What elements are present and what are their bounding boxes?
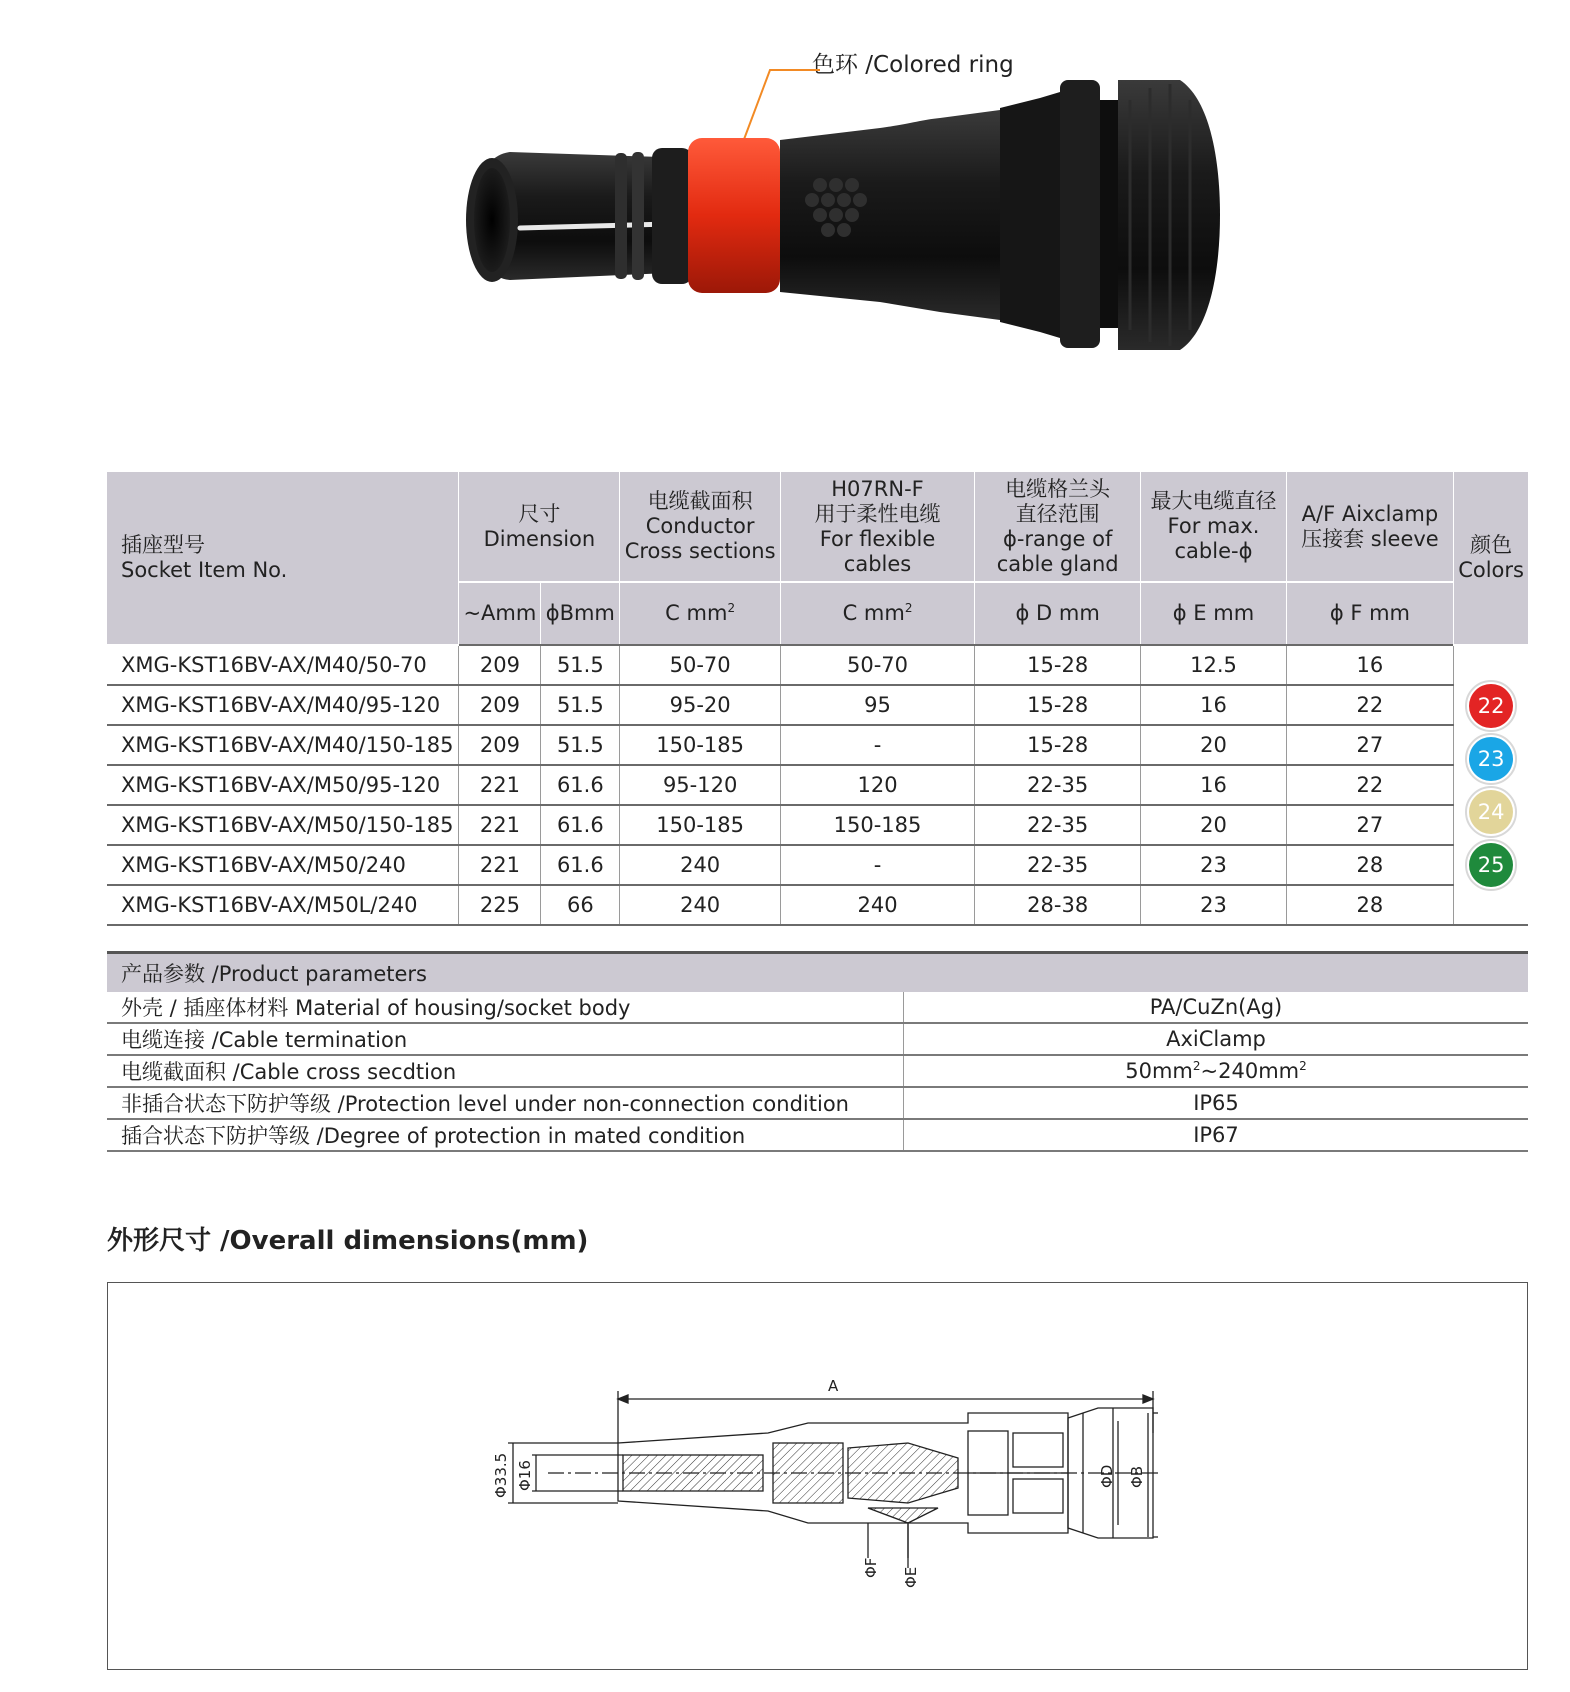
dimension-drawing bbox=[108, 1283, 1527, 1669]
params-title: 产品参数 /Product parameters bbox=[107, 953, 1528, 993]
cell-dim-a: 225 bbox=[459, 885, 541, 925]
cell-conductor: 150-185 bbox=[620, 725, 781, 765]
dim-label-e: ΦE bbox=[902, 1566, 920, 1588]
cell-model: XMG-KST16BV-AX/M40/150-185 bbox=[107, 725, 459, 765]
table-row bbox=[107, 685, 1528, 725]
product-parameters-table bbox=[107, 951, 1528, 1152]
colors-cell bbox=[1454, 645, 1528, 925]
cell-max-cable: 16 bbox=[1141, 765, 1286, 805]
cell-h07rn: 120 bbox=[780, 765, 974, 805]
cell-gland: 15-28 bbox=[975, 645, 1141, 685]
cell-conductor: 150-185 bbox=[620, 805, 781, 845]
param-row bbox=[107, 1087, 1528, 1119]
cell-sleeve: 16 bbox=[1286, 645, 1453, 685]
cell-sleeve: 27 bbox=[1286, 805, 1453, 845]
cell-gland: 22-35 bbox=[975, 805, 1141, 845]
cell-gland: 15-28 bbox=[975, 725, 1141, 765]
colored-ring-callout: 色环 /Colored ring bbox=[812, 52, 1014, 78]
cell-h07rn: - bbox=[780, 845, 974, 885]
table-row bbox=[107, 765, 1528, 805]
cell-dim-a: 221 bbox=[459, 805, 541, 845]
cell-sleeve: 28 bbox=[1286, 885, 1453, 925]
cell-conductor: 240 bbox=[620, 885, 781, 925]
cell-dim-a: 221 bbox=[459, 845, 541, 885]
cell-model: XMG-KST16BV-AX/M40/95-120 bbox=[107, 685, 459, 725]
table-row bbox=[107, 845, 1528, 885]
cell-dim-a: 209 bbox=[459, 685, 541, 725]
cell-gland: 28-38 bbox=[975, 885, 1141, 925]
unit-e: ϕ E mm bbox=[1141, 582, 1286, 645]
cell-dim-b: 51.5 bbox=[541, 645, 620, 685]
color-badge: 24 bbox=[1469, 790, 1513, 834]
cell-max-cable: 23 bbox=[1141, 885, 1286, 925]
header-h07rn: H07RN-F 用于柔性电缆 For flexible cables bbox=[780, 472, 974, 582]
param-key: 外壳 / 插座体材料 Material of housing/socket body bbox=[107, 992, 904, 1023]
param-value: IP67 bbox=[904, 1119, 1529, 1151]
unit-a: ~Amm bbox=[459, 582, 541, 645]
cell-model: XMG-KST16BV-AX/M50/150-185 bbox=[107, 805, 459, 845]
param-value: PA/CuZn(Ag) bbox=[904, 992, 1529, 1023]
param-row bbox=[107, 1023, 1528, 1055]
cell-dim-b: 61.6 bbox=[541, 805, 620, 845]
spec-table bbox=[107, 472, 1528, 926]
cell-sleeve: 22 bbox=[1286, 685, 1453, 725]
cell-model: XMG-KST16BV-AX/M50L/240 bbox=[107, 885, 459, 925]
param-key: 插合状态下防护等级 /Degree of protection in mated condition bbox=[107, 1119, 904, 1151]
cell-dim-b: 61.6 bbox=[541, 765, 620, 805]
unit-b: ϕBmm bbox=[541, 582, 620, 645]
cell-dim-b: 51.5 bbox=[541, 685, 620, 725]
cell-max-cable: 16 bbox=[1141, 685, 1286, 725]
dim-label-a: A bbox=[828, 1377, 839, 1395]
dimension-drawing-frame bbox=[107, 1282, 1528, 1670]
param-key: 电缆截面积 /Cable cross secdtion bbox=[107, 1055, 904, 1087]
cell-max-cable: 20 bbox=[1141, 805, 1286, 845]
table-row bbox=[107, 805, 1528, 845]
cell-conductor: 240 bbox=[620, 845, 781, 885]
cell-sleeve: 28 bbox=[1286, 845, 1453, 885]
cell-h07rn: 95 bbox=[780, 685, 974, 725]
cell-h07rn: - bbox=[780, 725, 974, 765]
cell-max-cable: 20 bbox=[1141, 725, 1286, 765]
cell-dim-a: 209 bbox=[459, 645, 541, 685]
cell-max-cable: 23 bbox=[1141, 845, 1286, 885]
header-dimension: 尺寸 Dimension bbox=[459, 472, 620, 582]
unit-c1: C $mm^2$ bbox=[620, 582, 781, 645]
dim-label-d16: Φ16 bbox=[516, 1460, 534, 1491]
header-item: 插座型号 Socket Item No. bbox=[107, 472, 459, 645]
dim-label-d335: Φ33.5 bbox=[492, 1452, 510, 1498]
cell-sleeve: 27 bbox=[1286, 725, 1453, 765]
cell-gland: 22-35 bbox=[975, 845, 1141, 885]
dim-label-f: ΦF bbox=[862, 1557, 880, 1578]
table-row bbox=[107, 725, 1528, 765]
cell-conductor: 95-20 bbox=[620, 685, 781, 725]
header-max-cable: 最大电缆直径 For max. cable-ϕ bbox=[1141, 472, 1286, 582]
cell-h07rn: 150-185 bbox=[780, 805, 974, 845]
param-value: IP65 bbox=[904, 1087, 1529, 1119]
dim-label-d: ΦD bbox=[1098, 1464, 1116, 1488]
table-row bbox=[107, 885, 1528, 925]
cell-model: XMG-KST16BV-AX/M50/240 bbox=[107, 845, 459, 885]
param-row bbox=[107, 1055, 1528, 1087]
cell-gland: 15-28 bbox=[975, 685, 1141, 725]
color-badge: 22 bbox=[1469, 684, 1513, 728]
param-row bbox=[107, 1119, 1528, 1151]
param-row bbox=[107, 992, 1528, 1023]
dim-label-b: ΦB bbox=[1128, 1465, 1146, 1488]
cell-dim-b: 66 bbox=[541, 885, 620, 925]
unit-f: ϕ F mm bbox=[1286, 582, 1453, 645]
cell-dim-a: 209 bbox=[459, 725, 541, 765]
table-row bbox=[107, 645, 1528, 685]
header-gland: 电缆格兰头 直径范围 ϕ-range of cable gland bbox=[975, 472, 1141, 582]
color-badge: 25 bbox=[1469, 843, 1513, 887]
cell-max-cable: 12.5 bbox=[1141, 645, 1286, 685]
cell-conductor: 50-70 bbox=[620, 645, 781, 685]
color-badge: 23 bbox=[1469, 737, 1513, 781]
cell-dim-a: 221 bbox=[459, 765, 541, 805]
cell-model: XMG-KST16BV-AX/M50/95-120 bbox=[107, 765, 459, 805]
cell-model: XMG-KST16BV-AX/M40/50-70 bbox=[107, 645, 459, 685]
unit-c2: C $mm^2$ bbox=[780, 582, 974, 645]
param-value: AxiClamp bbox=[904, 1023, 1529, 1055]
connector-photo bbox=[440, 40, 1240, 360]
param-key: 电缆连接 /Cable termination bbox=[107, 1023, 904, 1055]
param-value: $50mm^2\sim 240mm^2$ bbox=[904, 1055, 1529, 1087]
dimensions-title: 外形尺寸 /Overall dimensions(mm) bbox=[107, 1226, 589, 1256]
cell-dim-b: 51.5 bbox=[541, 725, 620, 765]
unit-d: ϕ D mm bbox=[975, 582, 1141, 645]
cell-dim-b: 61.6 bbox=[541, 845, 620, 885]
cell-gland: 22-35 bbox=[975, 765, 1141, 805]
param-key: 非插合状态下防护等级 /Protection level under non-connection condition bbox=[107, 1087, 904, 1119]
cell-h07rn: 50-70 bbox=[780, 645, 974, 685]
header-colors: 颜色 Colors bbox=[1454, 472, 1528, 645]
cell-h07rn: 240 bbox=[780, 885, 974, 925]
header-conductor: 电缆截面积 Conductor Cross sections bbox=[620, 472, 781, 582]
cell-sleeve: 22 bbox=[1286, 765, 1453, 805]
cell-conductor: 95-120 bbox=[620, 765, 781, 805]
header-sleeve: A/F Aixclamp 压接套 sleeve bbox=[1286, 472, 1453, 582]
